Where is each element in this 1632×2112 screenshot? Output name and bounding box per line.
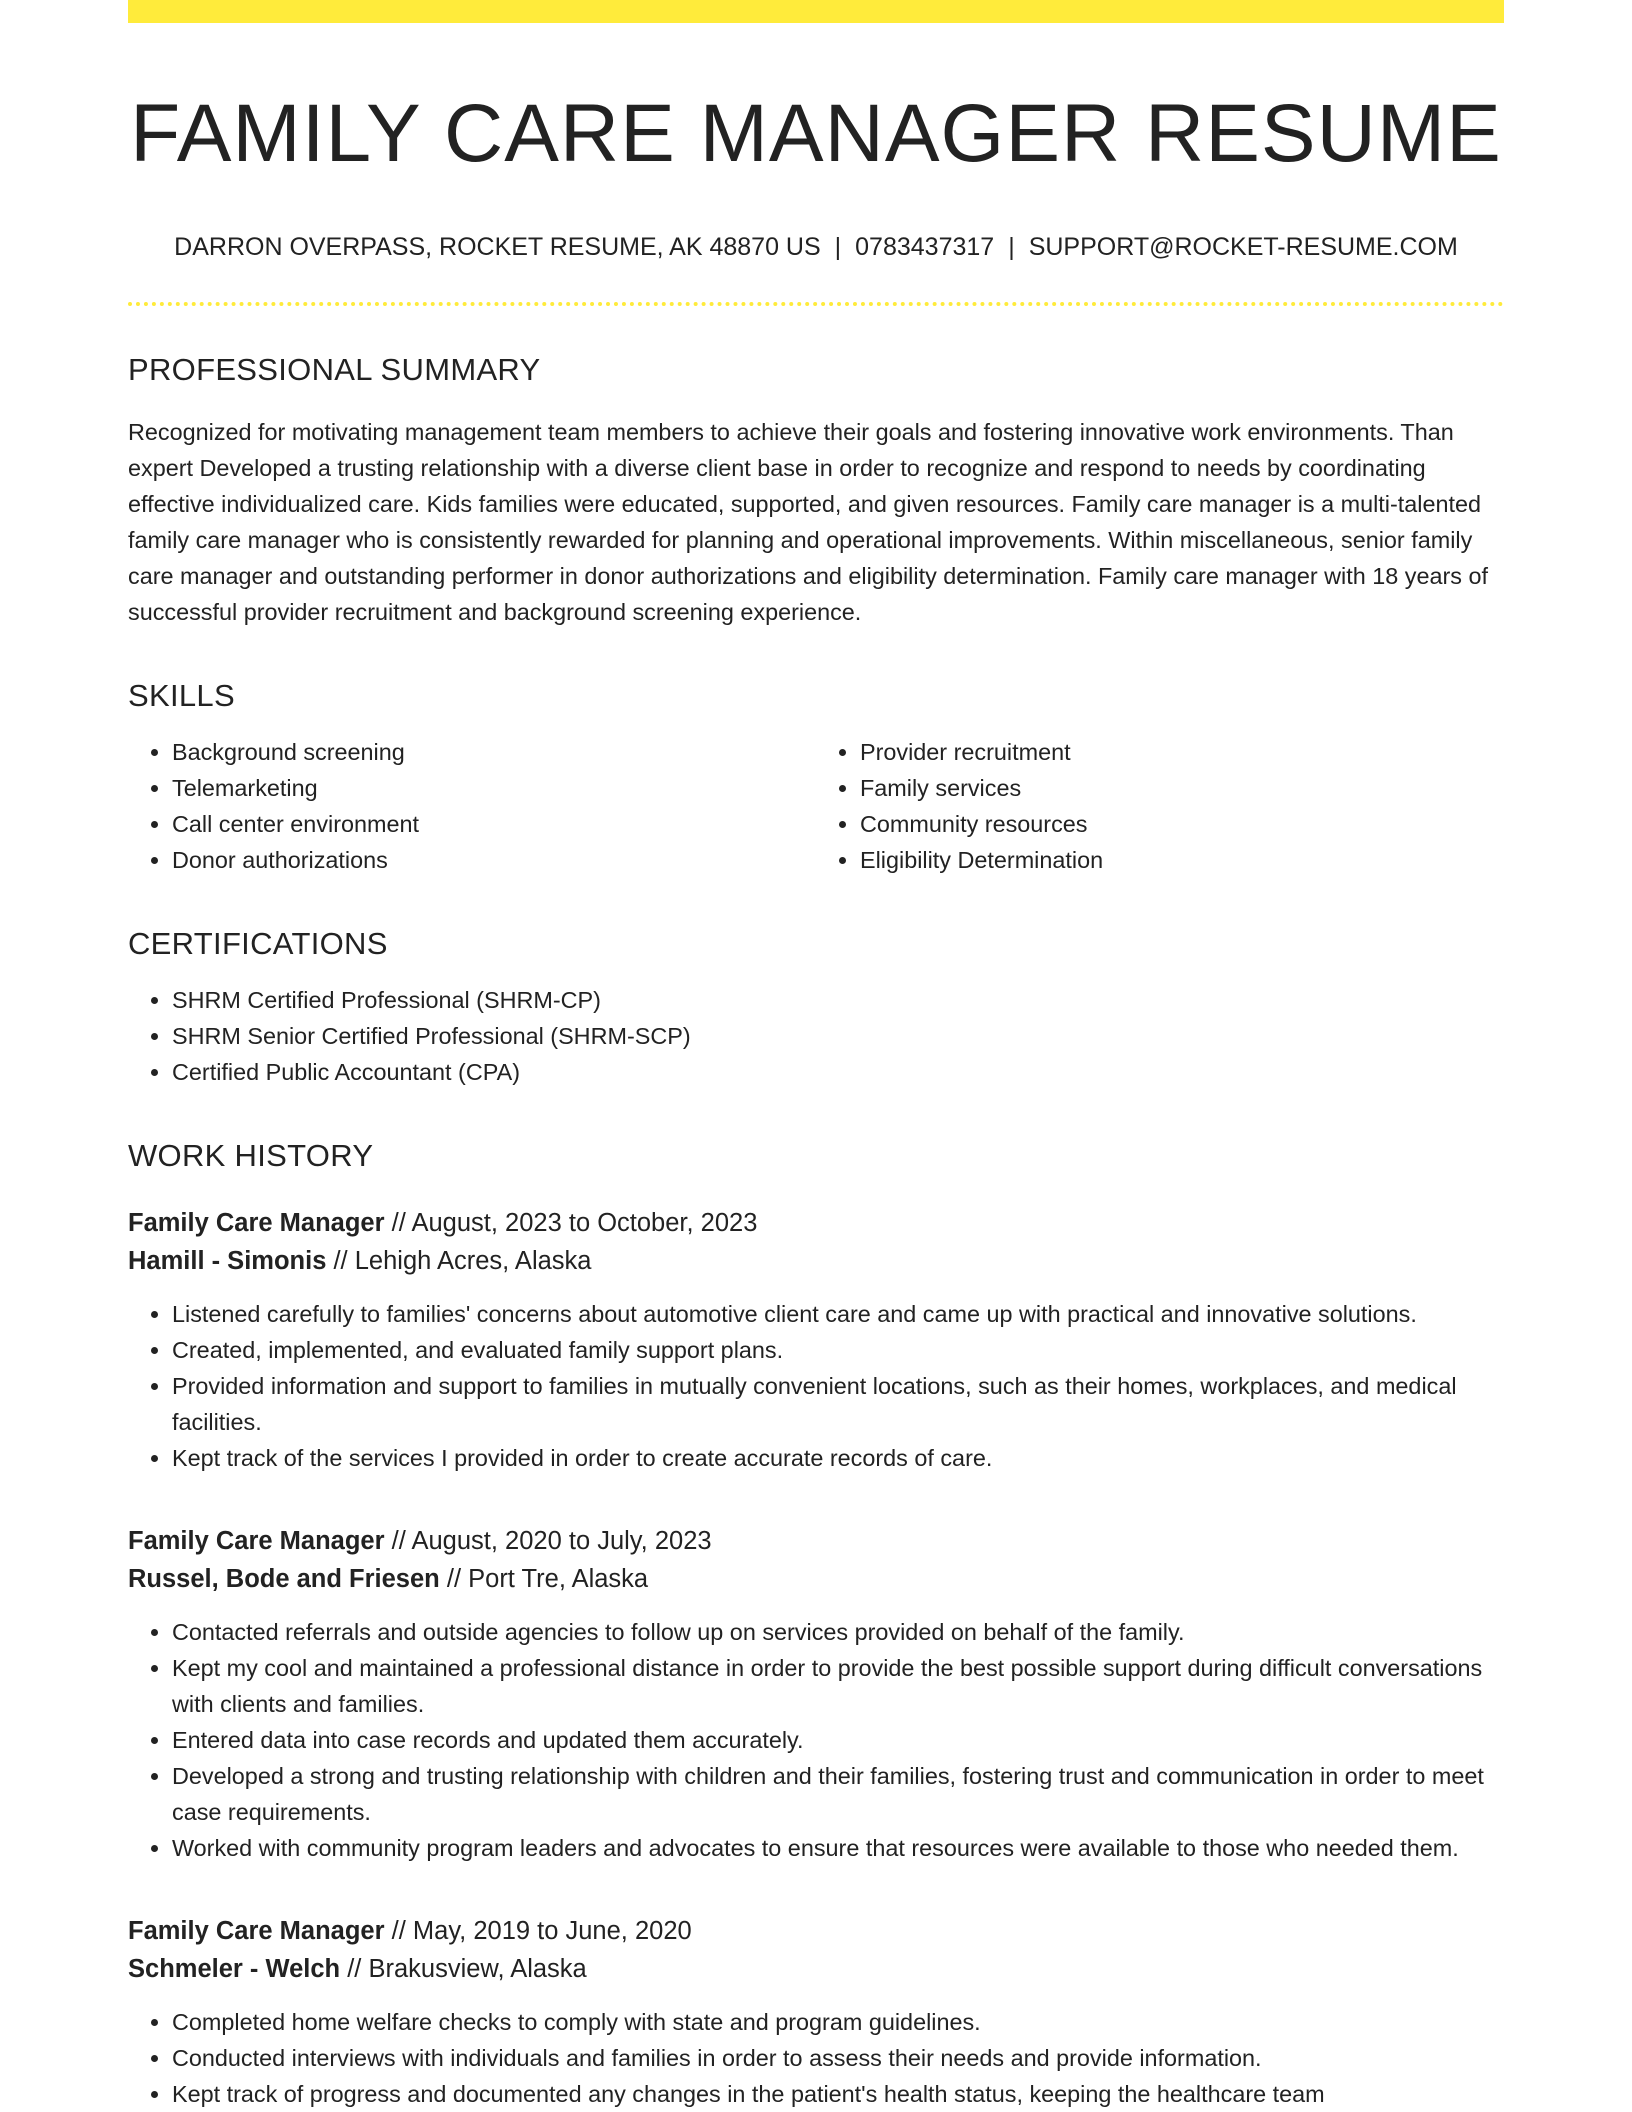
contact-email: SUPPORT@ROCKET-RESUME.COM (1028, 233, 1458, 262)
job-bullet: • Kept my cool and maintained a professional distance in order to provide the best possible support during difficult conversations with clients and families. (172, 1650, 1504, 1722)
job-bullets (128, 1614, 1504, 1866)
contact-separator: | (1008, 233, 1015, 262)
job-bullet: • Kept track of progress and documented any changes in the patient's health status, keeping the healthcare team (172, 2076, 1504, 2112)
skill-item: • Telemarketing (172, 770, 816, 806)
job-location: Port Tre, Alaska (468, 1565, 649, 1594)
job-company-line (128, 1560, 1504, 1598)
job-bullet: • Conducted interviews with individuals and families in order to assess their needs and provide information. (172, 2040, 1504, 2076)
certifications-heading: CERTIFICATIONS (128, 926, 388, 962)
skills-left-column (128, 734, 816, 878)
skill-item: • Community resources (860, 806, 1504, 842)
job-dates: August, 2023 to October, 2023 (411, 1209, 758, 1238)
contact-line (128, 233, 1504, 262)
skill-item: • Eligibility Determination (860, 842, 1504, 878)
skill-item: • Donor authorizations (172, 842, 816, 878)
job-title-line (128, 1522, 1504, 1560)
job-location: Brakusview, Alaska (368, 1955, 587, 1984)
skills-list (128, 734, 1504, 878)
job-company: Hamill - Simonis (128, 1247, 327, 1276)
job-bullet: • Created, implemented, and evaluated family support plans. (172, 1332, 1504, 1368)
job-separator: // (391, 1209, 406, 1238)
job-entry (128, 1522, 1504, 1866)
job-bullets (128, 1296, 1504, 1476)
summary-text: Recognized for motivating management team members to achieve their goals and fostering innovative work environments. Than expert Developed a trusting relationship with a diverse client base in order to recognize and respond to needs by coordinating effective individualized care. Kids families were educated, supported, and given resources. Family care manager is a multi-talented family care manager who is consistently rewarded for planning and operational improvements. Within miscellaneous, senior family care manager and outstanding performer in donor authorizations and eligibility determination. Family care manager with 18 years of successful provider recruitment and background screening experience. (128, 419, 1488, 626)
job-title-line (128, 1912, 1504, 1950)
job-separator: // (333, 1247, 348, 1276)
job-separator: // (446, 1565, 462, 1594)
job-separator: // (391, 1527, 406, 1556)
job-title: Family Care Manager (128, 1917, 385, 1946)
job-bullets (128, 2004, 1504, 2112)
job-bullet: • Listened carefully to families' concerns about automotive client care and came up with practical and innovative solutions. (172, 1296, 1504, 1332)
certification-item: • SHRM Senior Certified Professional (SHRM-SCP) (172, 1018, 1504, 1054)
contact-phone: 0783437317 (855, 233, 995, 262)
skill-item: • Family services (860, 770, 1504, 806)
skill-item: • Call center environment (172, 806, 816, 842)
job-bullet: • Contacted referrals and outside agencies to follow up on services provided on behalf of the family. (172, 1614, 1504, 1650)
job-dates: August, 2020 to July, 2023 (411, 1527, 712, 1556)
job-entry (128, 1204, 1504, 1476)
job-bullet: • Worked with community program leaders and advocates to ensure that resources were available to those who needed them. (172, 1830, 1504, 1866)
certifications-list (128, 982, 1504, 1090)
job-company: Russel, Bode and Friesen (128, 1565, 440, 1594)
contact-address: DARRON OVERPASS, ROCKET RESUME, AK 48870 US (174, 233, 821, 262)
job-location: Lehigh Acres, Alaska (354, 1247, 592, 1276)
work-history-heading: WORK HISTORY (128, 1138, 374, 1174)
skills-right-column (816, 734, 1504, 878)
job-title: Family Care Manager (128, 1527, 385, 1556)
job-separator: // (347, 1955, 362, 1984)
certification-item: • Certified Public Accountant (CPA) (172, 1054, 1504, 1090)
job-company-line (128, 1242, 1504, 1280)
dotted-divider (128, 302, 1504, 306)
job-separator: // (391, 1917, 406, 1946)
top-accent-bar (128, 0, 1504, 23)
certification-item: • SHRM Certified Professional (SHRM-CP) (172, 982, 1504, 1018)
job-title: Family Care Manager (128, 1209, 385, 1238)
skill-item: • Background screening (172, 734, 816, 770)
job-company-line (128, 1950, 1504, 1988)
job-dates: May, 2019 to June, 2020 (412, 1917, 692, 1946)
skill-item: • Provider recruitment (860, 734, 1504, 770)
summary-heading: PROFESSIONAL SUMMARY (128, 352, 541, 388)
job-bullet: • Entered data into case records and updated them accurately. (172, 1722, 1504, 1758)
resume-page (128, 0, 1504, 2112)
job-bullet: • Kept track of the services I provided in order to create accurate records of care. (172, 1440, 1504, 1476)
job-title-line (128, 1204, 1504, 1242)
job-bullet: • Completed home welfare checks to comply with state and program guidelines. (172, 2004, 1504, 2040)
job-company: Schmeler - Welch (128, 1955, 341, 1984)
job-bullet: • Developed a strong and trusting relationship with children and their families, fostering trust and communication in order to meet case requirements. (172, 1758, 1504, 1830)
job-entry (128, 1912, 1504, 2112)
skills-heading: SKILLS (128, 678, 235, 714)
job-bullet: • Provided information and support to families in mutually convenient locations, such as their homes, workplaces, and medical facilities. (172, 1368, 1504, 1440)
resume-title: FAMILY CARE MANAGER RESUME (130, 88, 1502, 179)
contact-separator: | (834, 233, 842, 262)
